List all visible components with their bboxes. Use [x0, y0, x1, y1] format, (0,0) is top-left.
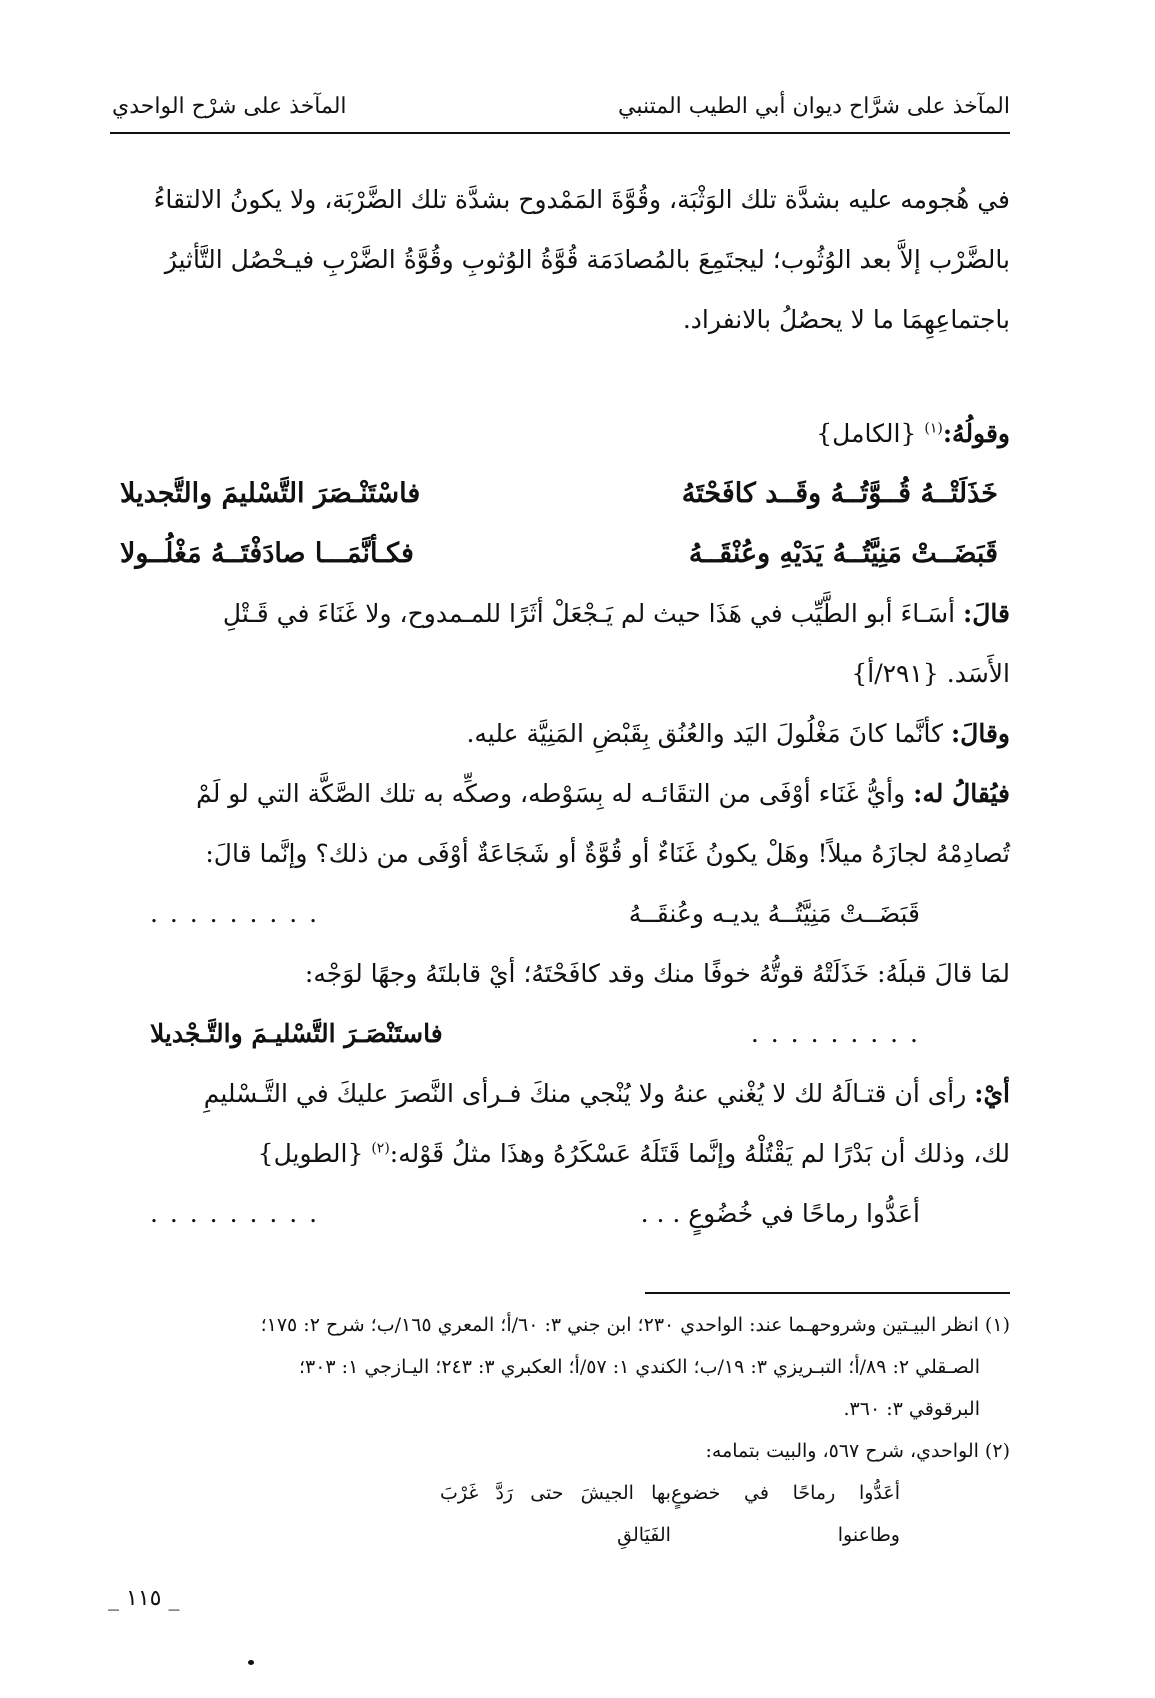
ay-paragraph — [110, 1064, 1010, 1184]
intro-paragraph — [110, 170, 1010, 350]
intro-line-3: باجتماعِهِمَا ما لا يحصُلُ بالانفراد. — [682, 305, 1010, 334]
footnote-2-verse — [110, 1472, 1010, 1556]
header-book-title: المآخذ على شرَّاح ديوان أبي الطيب المتنبي — [618, 94, 1010, 119]
citation-2-text: فاستَنْصَـرَ التَّسْليـمَ والتَّـجْديلا — [150, 1019, 443, 1048]
ink-speck — [248, 1660, 254, 1665]
citation-1-text: قَبَضَــتْ مَنِيَّتُــهُ يديـه وعُنقَــهُ — [628, 899, 920, 928]
running-header — [112, 88, 1010, 128]
header-chapter-title: المآخذ على شرْح الواحدي — [112, 94, 347, 119]
quote-heading — [110, 404, 1010, 464]
main-text — [110, 170, 1010, 1244]
qal-label-1: قالَ: — [963, 599, 1010, 628]
ay-meter-label: {الطويل} — [257, 1139, 364, 1168]
citation-line-3 — [110, 1184, 1010, 1244]
yuqal-line-1: وأيُّ غَنَاء أوْفَى من التقَائـه له بِسَوْطه، وصكِّه به تلك الصَّكَّة التي لو لَمْ — [196, 779, 906, 808]
footnote-2 — [110, 1430, 1010, 1472]
lamma-paragraph — [110, 944, 1010, 1004]
ay-line-2: لك، وذلك أن بَدْرًا لم يَقْتُلْهُ وإنَّما قَتَلَهُ عَسْكَرُهُ وهذَا مثلُ قَوْله: — [389, 1139, 1010, 1168]
footnote-1-line-3: البرقوقي ٣: ٣٦٠. — [843, 1398, 980, 1420]
qal-1-line-1: أسَـاءَ أبو الطَّيِّب في هَذَا حيث لم يَـجْعَلْ أثَرًا للمـمدوح، ولا غَنَاءَ في قَـتْلِ — [222, 599, 956, 628]
qal-1-line-2: الأَسَد. {٢٩١/أ} — [851, 659, 1010, 688]
footnote-rule — [645, 1292, 1010, 1294]
citation-3-text: أعَدُّوا رماحًا في خُضُوعٍ . . . — [640, 1199, 920, 1228]
yuqal-line-2: تُصادِمْهُ لجازَهُ ميلاً! وهَلْ يكونُ غَنَاءٌ أو قُوَّةٌ أو شَجَاعَةٌ أوْفَى من ذلك؟ وإنَّما قالَ: — [205, 839, 1010, 868]
footnote-1 — [110, 1304, 1010, 1430]
verse-line-1 — [110, 464, 1010, 524]
verse-2-second-hemistich: فكـأنَّمَـــا صادَفْتَــهُ مَغْلُــولا — [120, 538, 414, 569]
qal-paragraph-1 — [110, 584, 1010, 704]
citation-3-ellipsis: . . . . . . . . . — [150, 1199, 320, 1228]
footnote-2-line-1: (٢) الواحدي، شرح ٥٦٧، والبيت بتمامه: — [705, 1440, 1010, 1462]
footnote-ref-1: (١) — [924, 420, 943, 437]
verse-2-first-hemistich: قَبَضَــتْ مَنِيَّتُــهُ يَدَيْهِ وعُنْقَــهُ — [688, 538, 998, 569]
page-number: _ ١١٥ _ — [108, 1586, 180, 1611]
verse-1-first-hemistich: خَذَلَتْــهُ قُــوَّتُــهُ وقَــد كافَحْتَهُ — [681, 478, 998, 509]
footnote-ref-2: (٢) — [371, 1140, 390, 1157]
footnote-2-first-hemistich: أعَدُّوا رماحًا في خضوعٍ وطاعنوا — [670, 1482, 900, 1546]
citation-1-ellipsis: . . . . . . . . . — [150, 899, 320, 928]
footnote-1-line-2: الصـقلي ٢: ٨٩/أ؛ التبـريزي ٣: ١٩/ب؛ الكندي ١: ٥٧/أ؛ العكبري ٣: ٢٤٣؛ اليـازجي ١: ٣٠٣؛ — [298, 1356, 980, 1378]
citation-line-1 — [110, 884, 1010, 944]
footnote-2-second-hemistich: بها الجيشَ حتى رَدَّ غَرْبَ الفَيَالقِ — [440, 1482, 671, 1546]
intro-line-1: في هُجومه عليه بشدَّة تلك الوَثْبَة، وقُوَّةَ المَمْدوح بشدَّة تلك الضَّرْبَة، ولا يكونُ الالتقاءُ — [153, 185, 1010, 214]
yuqal-paragraph — [110, 764, 1010, 884]
lamma-text: لمَا قالَ قبلَهُ: خَذَلَتْهُ قوتُّهُ خوفًا منك وقد كافَحْتَهُ؛ أيْ قابلتَهُ وجهًا لوَجْه: — [304, 959, 1010, 988]
verse-1-second-hemistich: فاسْتَنْـصَرَ التَّسْليمَ والتَّجديلا — [120, 478, 421, 509]
ay-line-1: رأى أن قتـالَهُ لك لا يُغْني عنهُ ولا يُنْجي منكَ فـرأى النَّصرَ عليكَ في التَّـسْليمِ — [203, 1079, 967, 1108]
footnotes — [110, 1304, 1010, 1556]
verse-line-2 — [110, 524, 1010, 584]
meter-label: {الكامل} — [816, 419, 917, 448]
quote-label: وقولُهُ: — [942, 419, 1010, 448]
qal-label-2: وقالَ: — [950, 719, 1010, 748]
citation-line-2 — [110, 1004, 1010, 1064]
yuqal-label: فيُقالُ له: — [913, 779, 1010, 808]
qal-2-text: كأنَّما كانَ مَغْلُولَ اليَد والعُنُق بِقَبْضِ المَنِيَّة عليه. — [466, 719, 943, 748]
qal-paragraph-2 — [110, 704, 1010, 764]
citation-2-ellipsis: . . . . . . . . . — [750, 1019, 920, 1048]
footnote-1-line-1: (١) انظر البيـتين وشروحهـما عند: الواحدي ٢٣٠؛ ابن جني ٣: ٦٠/أ؛ المعري ١٦٥/ب؛ شرح ٢: ١٧٥؛ — [260, 1314, 1010, 1336]
header-rule — [110, 132, 1010, 134]
intro-line-2: بالضَّرْب إلاَّ بعد الوُثُوب؛ ليجتَمِعَ بالمُصادَمَة قُوَّةُ الوُثوبِ وقُوَّةُ الضَّرْبِ فيـحْصُل التَّأثيرُ — [164, 245, 1010, 274]
ay-label: أيْ: — [974, 1079, 1010, 1108]
